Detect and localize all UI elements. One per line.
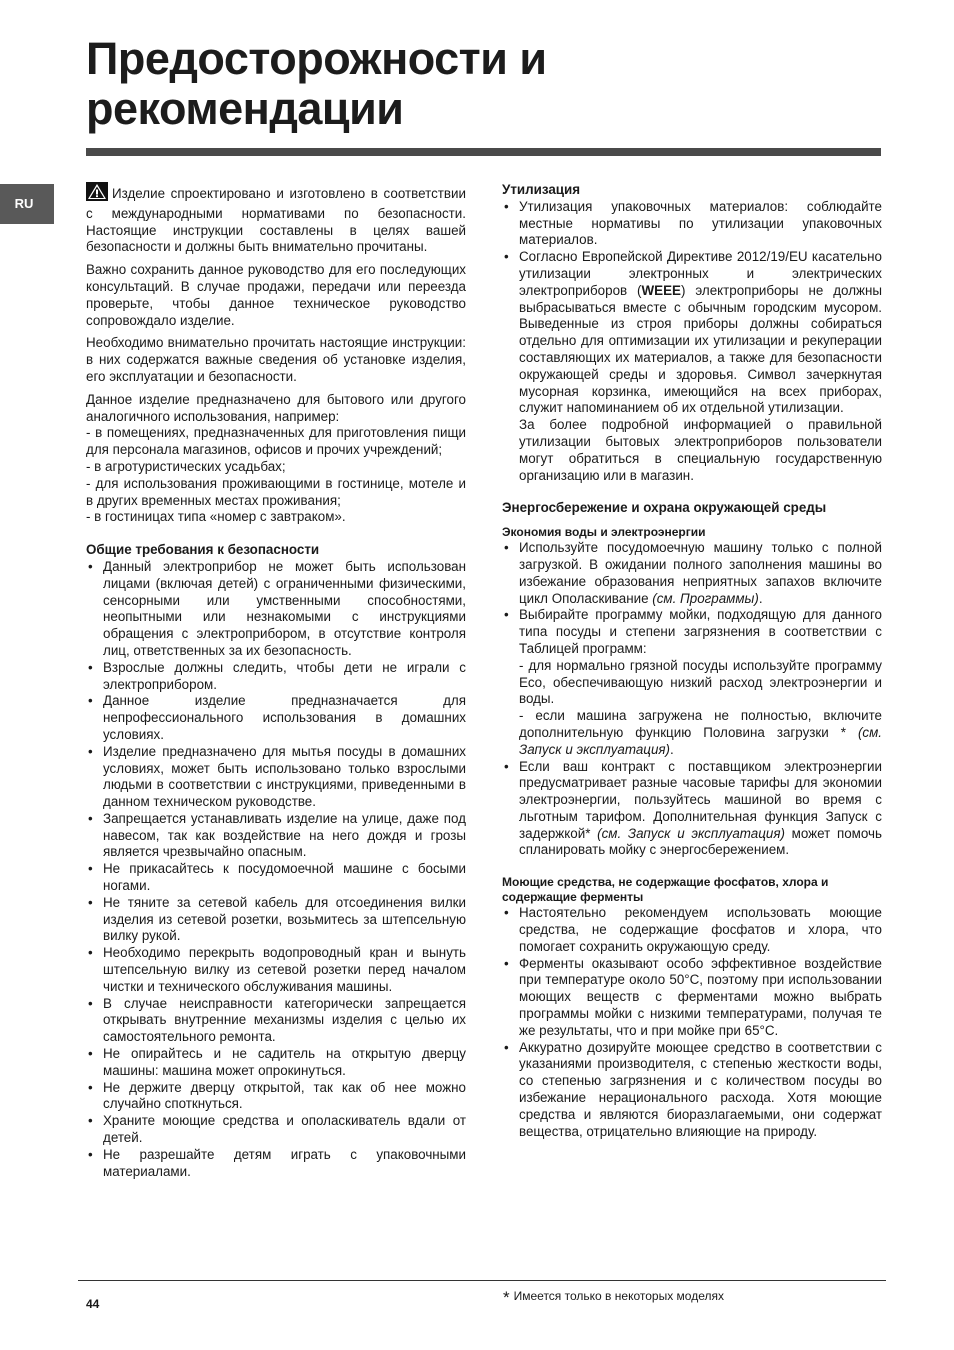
intro-paragraph-1-text: Изделие спроектировано и изготовлено в соответствии с международными нормативами по безопасности. Настоящие инструкции составлены в целях вашей безопасности и должны быть внимательно прочитаны.: [86, 186, 466, 255]
page-title-line-1: Предосторожности и: [86, 33, 547, 84]
safety-item: • Изделие предназначено для мытья посуды в домашних условиях, может быть использовано только взрослыми людьми в соответствии с инструкциями, приведенными в данном техническом руководстве.: [88, 743, 466, 810]
cross-reference: (см. Запуск и эксплуатация): [597, 825, 785, 841]
economy-item: • Если ваш контракт с поставщиком электроэнергии предусматривает разные часовые тарифы для экономии электроэнергии, пользуйтесь машиной во время с льготным тарифом. Дополнительная функция Запуск с задержкой* (см. Запуск и эксплуатация) может помочь спланировать мойку с энергосбережением.: [504, 758, 882, 858]
safety-item: • Храните моющие средства и ополаскиватель вдали от детей.: [88, 1113, 466, 1146]
use-case-item: - в агротуристических усадьбах;: [86, 458, 286, 474]
page-number: 44: [86, 1297, 100, 1311]
warning-icon: [86, 182, 108, 206]
intro-paragraph-4-text: Данное изделие предназначено для бытового или другого аналогичного использования, например:: [86, 391, 466, 424]
safety-heading: Общие требования к безопасности: [86, 542, 320, 558]
detergent-item: • Настоятельно рекомендуем использовать моющие средства, не содержащие фосфатов и хлора, что помогает сохранить окружающую среду.: [504, 905, 882, 954]
cross-reference: (см. Программы): [652, 590, 759, 606]
footer-divider: [78, 1280, 886, 1281]
page-title-line-2: рекомендации: [86, 83, 404, 134]
use-case-item: - для использования проживающими в гостинице, мотеле и в других временных местах проживания;: [86, 475, 466, 508]
safety-item: • Запрещается устанавливать изделие на улице, даже под навесом, так как воздействие на него дождя и грозы является чрезвычайно опасным.: [88, 810, 466, 860]
disposal-heading: Утилизация: [502, 182, 581, 197]
disposal-item: • Согласно Европейской Директиве 2012/19/EU касательно утилизации электронных и электрических электроприборов (WEEE) электроприборы не должны выбрасываться вместе с обычным городским мусором. Выведенные из строя приборы должны собираться отдельно для оптимизации их утилизации и рекуперации составляющих их материалов, а также для безопасности окружающей среды и здоровья. Символ зачеркнутая мусорная корзинка, имеющийся на всех приборах, служит напоминанием об их отдельной утилизации. За более подробной информацией о правильной утилизации бытовых электроприборов пользователи могут обратиться в специальную государственную организацию или в магазин.: [504, 249, 882, 483]
safety-item: • Не разрешайте детям играть с упаковочными материалами.: [88, 1146, 466, 1179]
safety-item: • Данное изделие предназначается для непрофессионального использования в домашних условиях.: [88, 693, 466, 742]
economy-subheading: Экономия воды и электроэнергии: [502, 525, 706, 540]
safety-item: • Не прикасайтесь к посудомоечной машине с босыми ногами.: [88, 861, 466, 894]
footnote-mark: *: [503, 1288, 510, 1307]
left-column: [86, 182, 466, 1180]
energy-heading: Энергосбережение и охрана окружающей среды: [502, 500, 827, 516]
safety-item: • В случае неисправности категорически запрещается открывать внутренние механизмы изделия с целью их самостоятельного ремонта.: [88, 995, 466, 1045]
intro-paragraph-2: Важно сохранить данное руководство для его последующих консультаций. В случае продажи, передачи или переезда проверьте, чтобы данное техническое руководство сопровождало изделие.: [86, 262, 466, 328]
detergent-list: [502, 905, 882, 1140]
economy-item: • Выбирайте программу мойки, подходящую для данного типа посуды и степени загрязнения в соответствии с Таблицей программ: - для нормально грязной посуды используйте программу Eco, обеспечивающую низкий расход электроэнергии и воды. - если машина загружена не полностью, включите дополнительную функцию Половина загрузки * (см. Запуск и эксплуатация).: [504, 607, 882, 757]
detergent-subheading: Моющие средства, не содержащие фосфатов, хлора и содержащие ферменты: [502, 875, 829, 905]
safety-item: • Не держите дверцу открытой, так как об нее можно случайно споткнуться.: [88, 1079, 466, 1112]
weee-label: WEEE: [641, 282, 681, 298]
safety-item: • Не опирайтесь и не садитель на открытую дверцу машины: машина может опрокинуться.: [88, 1046, 466, 1078]
detergent-item: • Ферменты оказывают особо эффективное воздействие при температуре около 50°C, поэтому при использовании моющих веществ с ферментами можно выбрать программы мойки с низкими температурами, получая те же результаты, что и при мойке при 65°C.: [504, 955, 882, 1038]
use-case-item: - в гостиницах типа «номер с завтраком».: [86, 509, 346, 525]
intro-paragraph-1: [86, 182, 466, 256]
use-case-list: [86, 425, 466, 526]
detergent-item: • Аккуратно дозируйте моющее средство в соответствии с указаниями производителя, с степенью жесткости воды, со степенью загрязнения и с количеством посуды во избежание нерационального расхода. Хотя моющие средства и являются биоразлагаемыми, они содержат вещества, отрицательно влияющие на природу.: [504, 1039, 882, 1139]
title-divider: [86, 148, 881, 156]
cross-reference: (см. Запуск и эксплуатация): [519, 724, 882, 757]
safety-list: [86, 559, 466, 1180]
footnote-text: Имеется только в некоторых моделях: [513, 1289, 724, 1303]
right-column: [502, 182, 882, 1140]
disposal-item: • Утилизация упаковочных материалов: соблюдайте местные нормативы по утилизации упаковочных материалов.: [504, 198, 882, 248]
language-tab: RU: [0, 184, 54, 224]
intro-paragraph-4: [86, 392, 466, 426]
economy-item: • Используйте посудомоечную машину только с полной загрузкой. В ожидании полного заполнения машины во избежание образования неприятных запахов включите цикл Ополаскивание (см. Программы).: [504, 540, 882, 606]
economy-list: [502, 540, 882, 859]
safety-item: • Необходимо перекрыть водопроводный кран и вынуть штепсельную вилку из сетевой розетки перед началом чистки и технического обслуживания машины.: [88, 945, 466, 994]
safety-item: • Данный электроприбор не может быть использован лицами (включая детей) с ограниченными физическими, сенсорными или умственными способностями, неопытными или незнакомыми с инструкциями обращения с электроприбором, в отсутствие контроля лиц, ответственных за их безопасность.: [88, 558, 466, 658]
footnote: [503, 1288, 724, 1308]
safety-item: • Взрослые должны следить, чтобы дети не играли с электроприбором.: [88, 659, 466, 692]
page-title: [86, 34, 886, 134]
safety-item: • Не тяните за сетевой кабель для отсоединения вилки изделия из сетевой розетки, возьмитесь за штепсельную вилку рукой.: [88, 894, 466, 944]
disposal-list: [502, 199, 882, 485]
intro-paragraph-3: Необходимо внимательно прочитать настоящие инструкции: в них содержатся важные сведения об установке изделия, его эксплуатации и безопасности.: [86, 335, 466, 384]
use-case-item: - в помещениях, предназначенных для приготовления пищи для персонала магазинов, офисов и прочих учреждений;: [86, 425, 466, 458]
